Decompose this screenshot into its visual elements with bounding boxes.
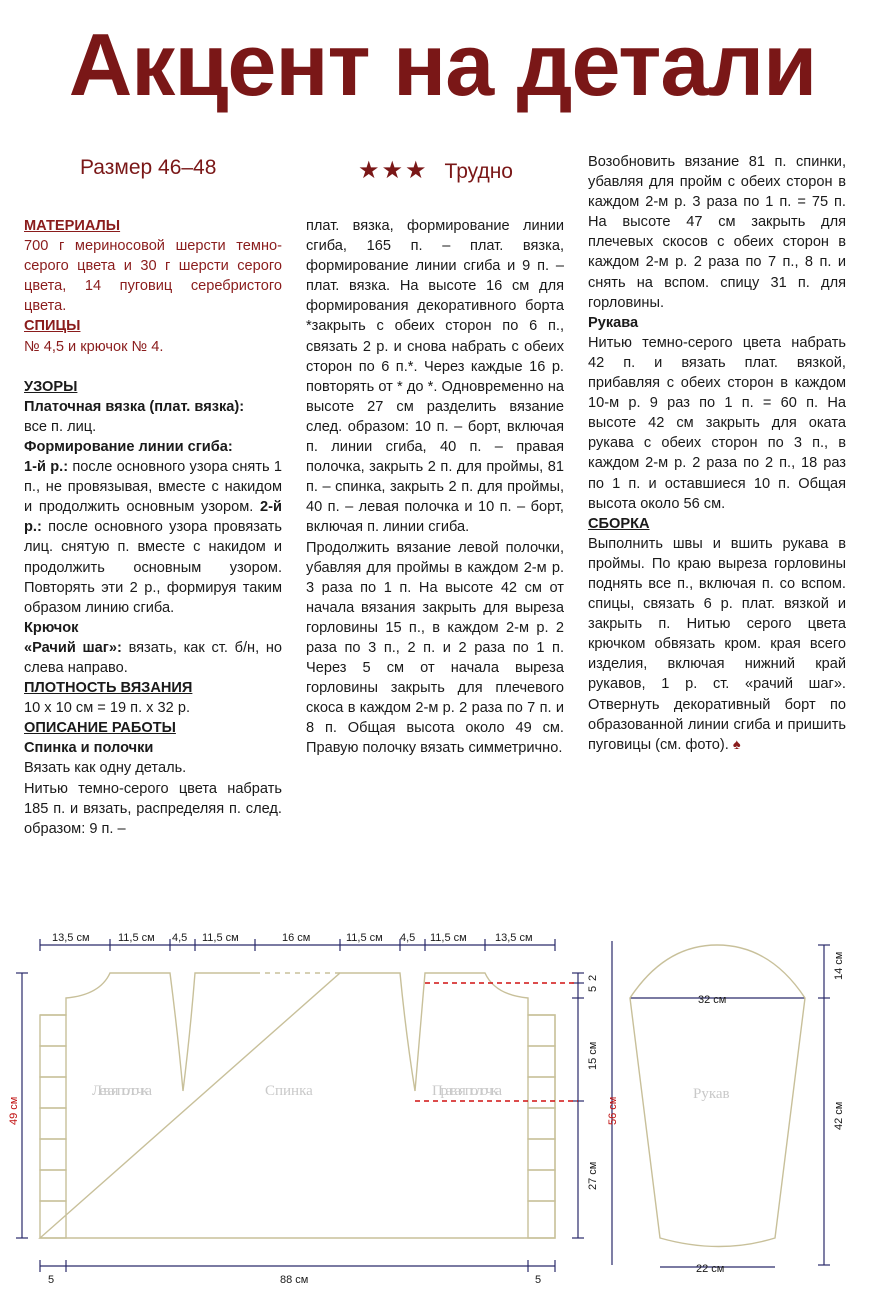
dim-sleeve-42: 42 см <box>833 1101 845 1130</box>
fold-text: 1-й р.: после основного узора снять 1 п., не провязывая, вместе с накидом и продолжить основным узором. 2-й р.: после основного узора провязать лиц. снятую п. вместе с накидом и продолжить основным узором. Повторять эти 2 р., формируя таким образом линию сгиба. <box>24 459 282 616</box>
column-2-paragraph-2: Продолжить вязание левой полочки, убавляя для проймы в каждом 2-м р. 3 раза по 1 п. На высоте 42 см от начала вязания закрыть для выреза горловины 15 п., в каждом 2-м р. 2 раза по 3 п., 2 п. и 2 раза по 1 п. Через 5 см от начала выреза горловины закрыть для плечевого скоса в каждом 2-м р. 2 раза по 7 п. и 8 п. Общая высота около 49 см. Правую полочку вязать симметрично. <box>306 539 564 757</box>
label-sleeve: Рукав <box>693 1086 730 1102</box>
button-band-right <box>528 1015 555 1238</box>
sleeves-text: Нитью темно-серого цвета набрать 42 п. и вязать плат. вязкой, прибавляя с обеих сторон в каждом 10-м р. 9 раз по 1 п. = 60 п. На высоте 42 см закрыть для оката рукава с обеих сторон по 3 п., в каждом 2-м р. 2 раза по 2 п., 18 раз по 1 п. и оставшиеся 10 п. Общая высота около 56 см. <box>588 334 846 512</box>
gauge-text: 10 х 10 см = 19 п. х 32 р. <box>24 700 190 717</box>
column-2-paragraph-1: плат. вязка, формирование линии сгиба, 165 п. – плат. вязка, формирование линии сгиба и 9 п. – плат. вязка. На высоте 16 см для формирования декоративного борта *закрыть с обеих сторон по 6 п., связать 2 р. и снова набрать с обеих сторон по 6 п.*. Через каждые 16 р. повторять от * до *. Одновременно на высоте 27 см разделить вязание след. образом: 10 п. – борт, включая п. линии сгиба, 40 п. – правая полочка, закрыть 2 п. для проймы, 81 п. – спинка, закрыть 2 п. для проймы, 40 п. – левая полочка и 10 п. – борт, включая п. линии сгиба. <box>306 218 564 536</box>
dim-left-height: 49 см <box>8 1096 20 1125</box>
materials-text: 700 г мериносовой шерсти темно-серого цвета и 30 г шерсти серого цвета, 14 пуговиц серебристого цвета. <box>24 238 282 315</box>
fold-heading: Формирование линии сгиба: <box>24 438 233 455</box>
dim-top-2: 11,5 см <box>118 932 155 944</box>
garment-outlines <box>40 945 805 1247</box>
sleeve-bottom-dim: 22 см <box>696 1263 725 1275</box>
hook-heading: Крючок <box>24 619 79 636</box>
dim-right-27: 27 см <box>587 1161 599 1190</box>
column-2 <box>306 216 564 759</box>
column-1 <box>24 216 282 839</box>
end-mark-icon: ♠ <box>732 736 741 753</box>
dim-top-5: 16 см <box>282 932 311 944</box>
materials-heading: МАТЕРИАЛЫ <box>24 218 121 234</box>
body-heading: Спинка и полочки <box>24 740 154 757</box>
button-band-left <box>40 1015 66 1238</box>
difficulty <box>358 156 513 185</box>
gauge-heading: ПЛОТНОСТЬ ВЯЗАНИЯ <box>24 680 193 697</box>
assembly-heading: СБОРКА <box>588 515 650 532</box>
size-label: Размер 46–48 <box>80 156 217 179</box>
body-piece-outline <box>40 973 555 1238</box>
body-text-1: Вязать как одну деталь. <box>24 760 187 777</box>
dim-top-4: 11,5 см <box>202 932 239 944</box>
body-text-2: Нитью темно-серого цвета набрать 185 п. и вязать, распределяя п. след. образом: 9 п. – <box>24 780 282 837</box>
dim-bottom-center: 88 см <box>280 1274 309 1286</box>
sleeves-heading: Рукава <box>588 314 639 331</box>
sleeve-top-dim: 32 см <box>698 994 727 1006</box>
needles-heading: СПИЦЫ <box>24 318 81 335</box>
dim-top-9: 13,5 см <box>495 932 533 944</box>
column-3 <box>588 152 846 755</box>
dim-top-8: 11,5 см <box>430 932 467 944</box>
description-heading: ОПИСАНИЕ РАБОТЫ <box>24 720 176 737</box>
crab-stitch-text: «Рачий шаг»: вязать, как ст. б/н, но слева направо. <box>24 639 282 676</box>
stockinette-heading: Платочная вязка (плат. вязка): <box>24 398 245 415</box>
needles-text: № 4,5 и крючок № 4. <box>24 338 164 355</box>
assembly-text: Выполнить швы и вшить рукава в проймы. По краю выреза горловины поднять все п., включая п. со вспом. спицы, связать 6 р. плат. вязкой и закрыть п. Нитью серого цвета крючком обвязать кром. края всего изделия, включая нижний край рукавов, 1 р. ст. «рачий шаг». Отвернуть декоративный борт по образованной линии сгиба и пришить пуговицы (см. фото). ♠ <box>588 535 846 753</box>
stockinette-text: все п. лиц. <box>24 418 97 435</box>
difficulty-label: Трудно <box>444 160 513 183</box>
label-left-front: Левая полочка <box>92 1083 152 1099</box>
dim-right-2: 2 <box>587 974 599 981</box>
dim-sleeve-14: 14 см <box>833 951 845 980</box>
page-title: Акцент на детали <box>68 15 817 114</box>
dim-top-6: 11,5 см <box>346 932 383 944</box>
difficulty-stars: ★★★ <box>358 157 429 184</box>
label-right-front: Правая полочка <box>432 1083 502 1099</box>
dim-right-56: 56 см <box>607 1096 619 1125</box>
dim-right-5: 5 <box>587 985 599 992</box>
pattern-diagram <box>0 915 885 1300</box>
patterns-heading: УЗОРЫ <box>24 378 78 395</box>
label-back: Спинка <box>265 1083 313 1099</box>
dim-top-1: 13,5 см <box>52 932 90 944</box>
dim-top-7: 4,5 <box>400 932 416 944</box>
dim-top-3: 4,5 <box>172 932 188 944</box>
column-3-paragraph-1: Возобновить вязание 81 п. спинки, убавляя для пройм с обеих сторон в каждом 2-м р. 3 раза по 1 п. = 75 п. На высоте 47 см закрыть для плечевых скосов с обеих сторон в каждом 2-м р. 2 раза по 7 п., 8 п. и снять на вспом. спицу 31 п. для горловины. <box>588 154 846 311</box>
dim-bottom-left: 5 <box>48 1274 55 1286</box>
dim-right-15: 15 см <box>587 1041 599 1070</box>
dim-bottom-right: 5 <box>535 1274 542 1286</box>
